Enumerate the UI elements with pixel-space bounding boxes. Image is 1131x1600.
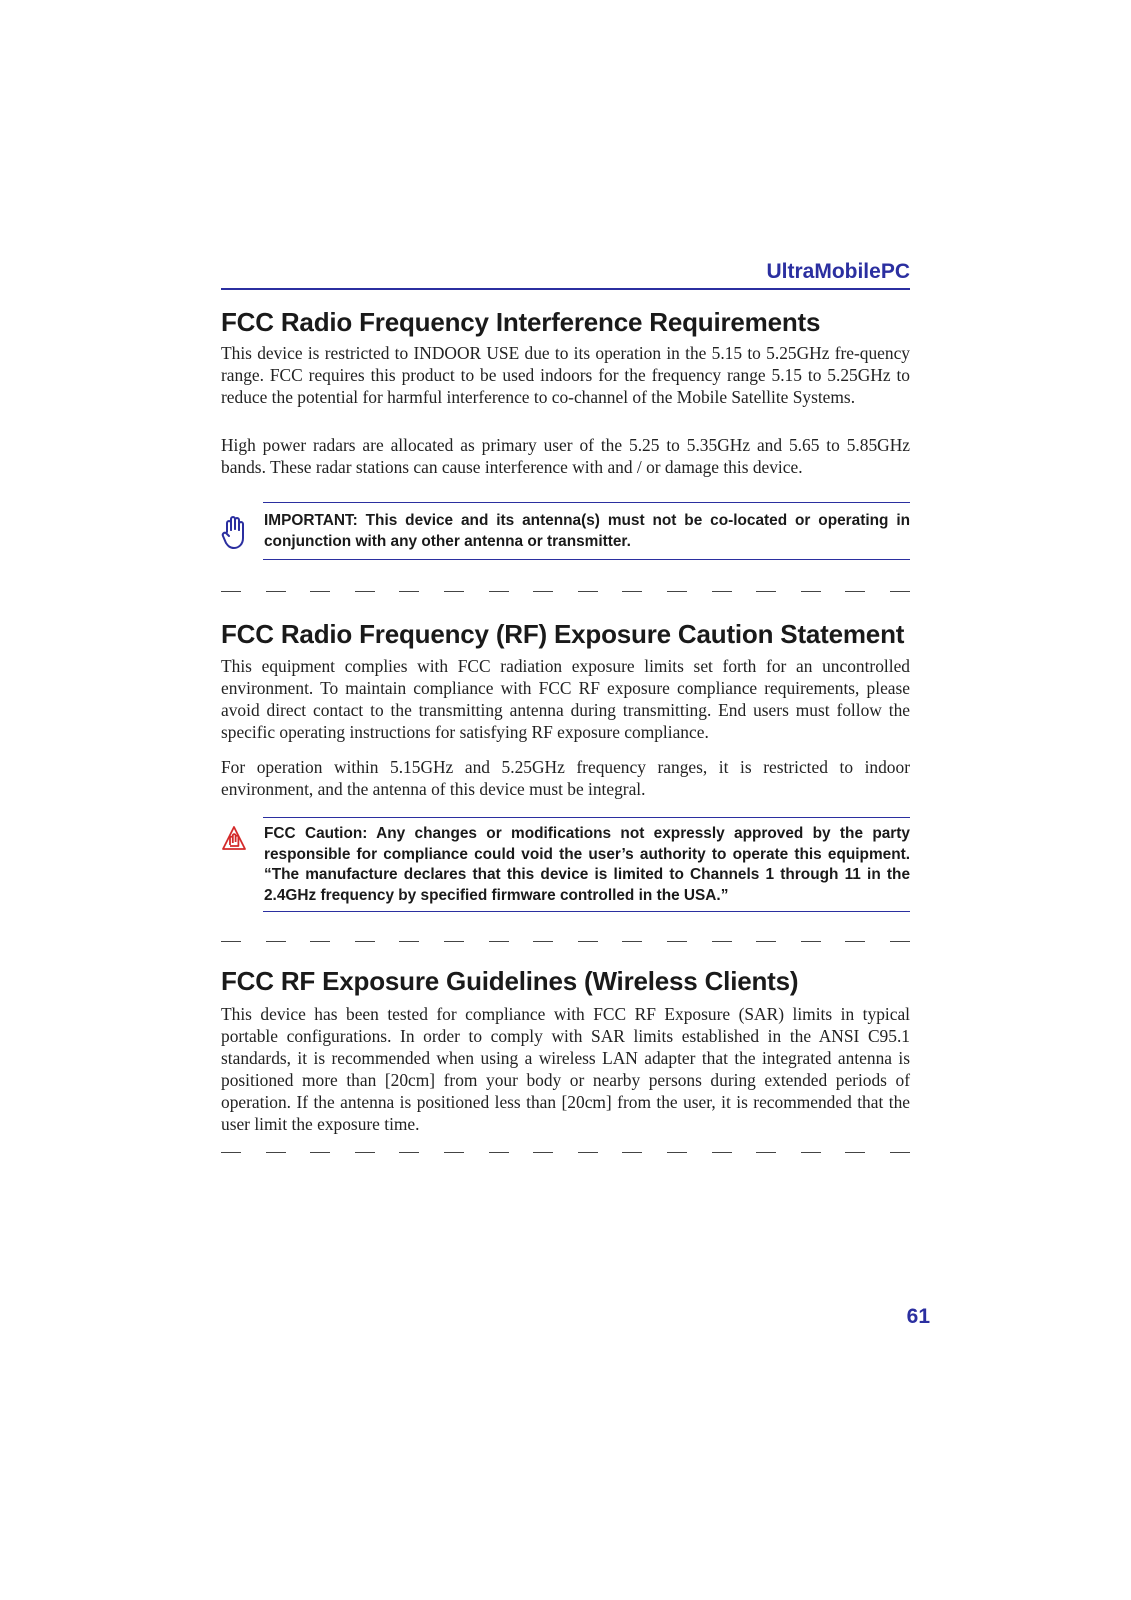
hand-stop-icon <box>221 514 247 555</box>
section-heading-wireless-clients: FCC RF Exposure Guidelines (Wireless Clients) <box>221 966 799 996</box>
paragraph-indoor-use: This device is restricted to INDOOR USE due to its operation in the 5.15 to 5.25GHz fre-quency range. FCC requires this product to be used indoors for the frequency range 5.15 to 5.25GHz to reduce the potential for harmful interference to co-channel of the Mobile Satellite Systems. <box>221 343 910 407</box>
note-top-rule <box>263 502 910 503</box>
warning-triangle-icon <box>221 825 247 858</box>
section-heading-rf-exposure-caution: FCC Radio Frequency (RF) Exposure Caution Statement <box>221 619 905 649</box>
section-divider <box>221 1152 910 1156</box>
caution-note-text: FCC Caution: Any changes or modifications not expressly approved by the party responsible for compliance could void the user’s authority to operate this equipment. “The manufacture declares that this device is limited to Channels 1 through 11 in the 2.4GHz frequency by specified firmware controlled in the USA.” <box>264 825 910 904</box>
paragraph-sar-limits: This device has been tested for compliance with FCC RF Exposure (SAR) limits in typical portable configurations. In order to comply with SAR limits established in the ANSI C95.1 standards, it is recommended when using a wireless LAN adapter that the integrated antenna is positioned more than [20cm] from your body or nearby persons during extended periods of operation. If the antenna is positioned less than [20cm] from the user, it is recommended that the user limit the exposure time. <box>221 1004 910 1134</box>
page-number: 61 <box>906 1305 930 1328</box>
paragraph-radars: High power radars are allocated as primary user of the 5.25 to 5.35GHz and 5.65 to 5.85GHz bands. These radar stations can cause interference with and / or damage this device. <box>221 435 910 477</box>
important-note <box>221 502 910 562</box>
note-bottom-rule <box>263 911 910 912</box>
header-title: UltraMobilePC <box>766 260 910 283</box>
note-top-rule <box>263 817 910 818</box>
paragraph-indoor-operation: For operation within 5.15GHz and 5.25GHz frequency ranges, it is restricted to indoor environment, and the antenna of this device must be integral. <box>221 757 910 799</box>
note-bottom-rule <box>263 559 910 560</box>
paragraph-compliance: This equipment complies with FCC radiation exposure limits set forth for an uncontrolled environment. To maintain compliance with FCC RF exposure compliance requirements, please avoid direct contact to the transmitting antenna during transmitting. End users must follow the specific operating instructions for satisfying RF exposure compliance. <box>221 656 910 742</box>
important-note-text: IMPORTANT: This device and its antenna(s) must not be co-located or operating in conjunction with any other antenna or transmitter. <box>264 512 910 550</box>
header-rule <box>221 288 910 290</box>
section-divider <box>221 941 910 945</box>
section-divider <box>221 591 910 595</box>
caution-note <box>221 817 910 917</box>
section-heading-interference: FCC Radio Frequency Interference Requirements <box>221 307 821 337</box>
